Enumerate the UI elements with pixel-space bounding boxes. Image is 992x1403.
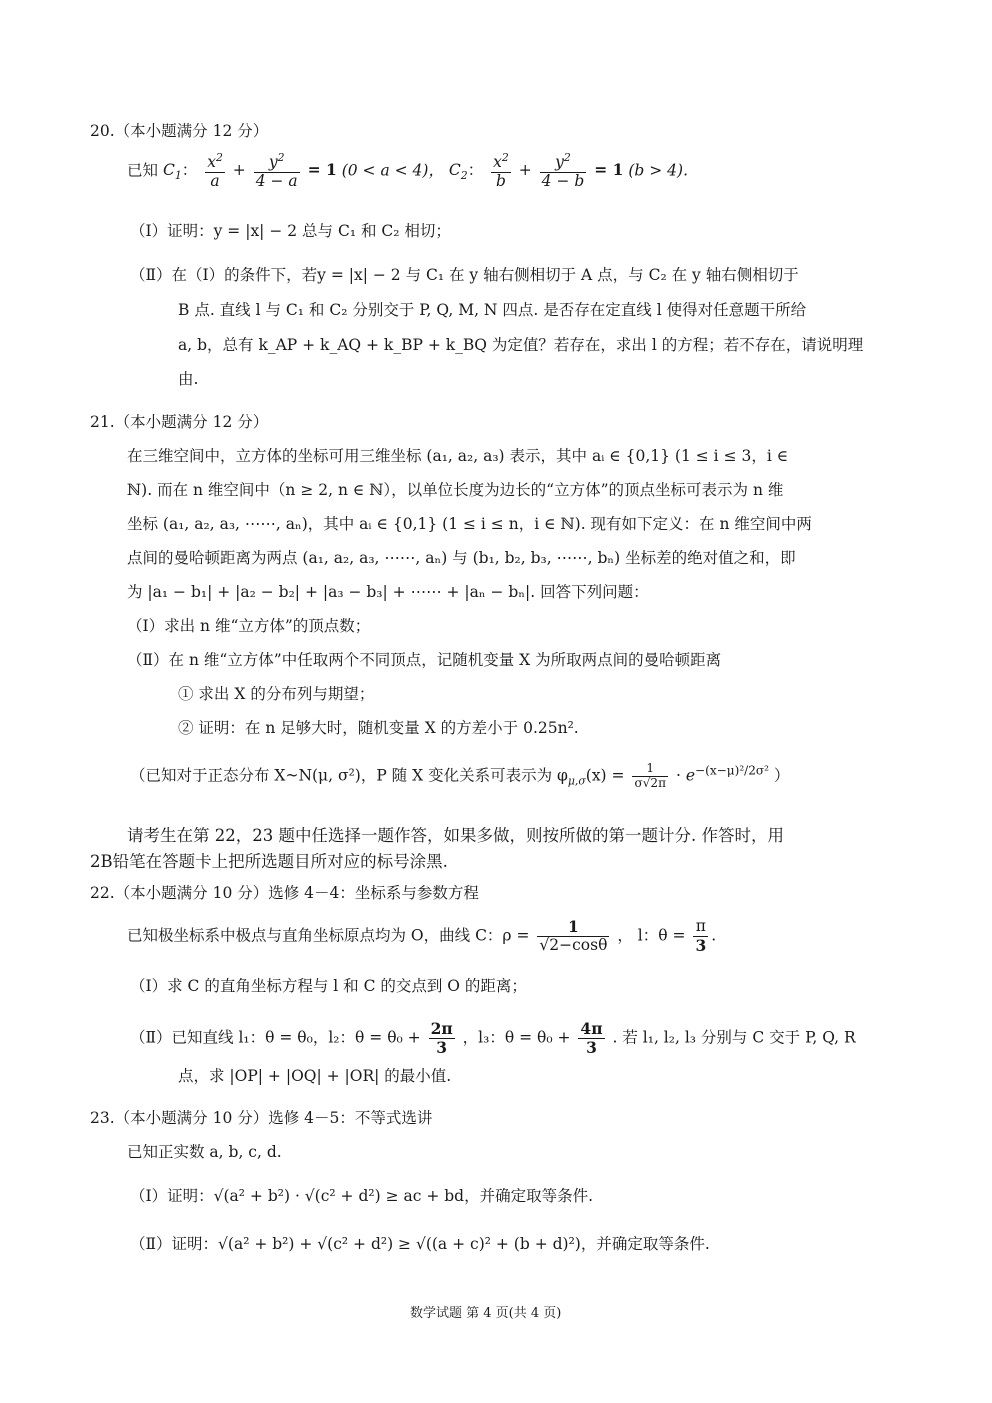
q21-line5: 为 |a₁ − b₁| + |a₂ − b₂| + |a₃ − b₃| + ⋯⋯ + |aₙ − bₙ|. 回答下列问题： <box>127 583 649 601</box>
q21-sub1: ① 求出 X 的分布列与期望； <box>178 685 375 703</box>
q20-intro-prefix: 已知 <box>127 161 159 180</box>
q22-part2: （Ⅱ）已知直线 l₁：θ = θ₀，l₂：θ = θ₀ + $\frac{2\pi}{3}$ ，l₃：θ = θ₀ + $\frac{4\pi}{3}$ . 若 l₁, l₂, l₃ 分别与 C 交于 P, Q, R <box>130 1019 856 1057</box>
choice-note-line2: 2B铅笔在答题卡上把所选题目所对应的标号涂黑. <box>90 852 448 871</box>
q21-normal-note: （已知对于正态分布 X~N(μ, σ²)，P 随 X 变化关系可表示为 $\varphi_{\mu,\sigma}(x)$ = $\frac{1}{\sigma√2\pi}$ · $e^{-(x-\mu)^2/2\sigma^2}$ ） <box>130 761 790 790</box>
q22-intro: 已知极坐标系中极点与直角坐标原点均为 O，曲线 C：ρ = $\frac{1}{√2-\cos\theta}$ ， l：θ = $\frac{\pi}{3}$ . <box>127 917 717 955</box>
c1-equation: $C_1$： $\frac{x^2}{a}$ + $\frac{y^2}{4 - a}$ = 1 <box>162 151 337 190</box>
q21-line1: 在三维空间中，立方体的坐标可用三维坐标 (a₁, a₂, a₃) 表示，其中 aᵢ ∈ {0,1} (1 ≤ i ≤ 3，i ∈ <box>127 447 789 465</box>
q22-part2-line2: 点，求 |OP| + |OQ| + |OR| 的最小值. <box>178 1067 452 1085</box>
q21-line2: ℕ). 而在 n 维空间中（n ≥ 2, n ∈ ℕ），以单位长度为边长的“立方体”的顶点坐标可表示为 n 维 <box>127 481 784 499</box>
q20-part2-line4: 由. <box>178 370 199 388</box>
q20-part2-line2: B 点. 直线 l 与 C₁ 和 C₂ 分别交于 P, Q, M, N 四点. 是否存在定直线 l 使得对任意题干所给 <box>178 301 807 319</box>
q21-part1: （Ⅰ）求出 n 维“立方体”的顶点数； <box>127 617 371 635</box>
c2-equation: $C_2$： $\frac{x^2}{b}$ + $\frac{y^2}{4 - b}$ = 1 <box>448 151 624 190</box>
q23-part2: （Ⅱ）证明：√(a² + b²) + √(c² + d²) ≥ √((a + c)² + (b + d)²)，并确定取等条件. <box>130 1235 710 1253</box>
q21-part2: （Ⅱ）在 n 维“立方体”中任取两个不同顶点，记随机变量 X 为所取两点间的曼哈顿距离 <box>127 651 722 669</box>
q23-intro: 已知正实数 a, b, c, d. <box>127 1143 282 1161</box>
q20-part2-line1: （Ⅱ）在（Ⅰ）的条件下，若y = |x| − 2 与 C₁ 在 y 轴右侧相切于 A 点，与 C₂ 在 y 轴右侧相切于 <box>130 266 799 284</box>
choice-note-line1: 请考生在第 22，23 题中任选择一题作答，如果多做，则按所做的第一题计分. 作答时，用 <box>127 826 784 845</box>
q20-part1: （Ⅰ）证明：y = |x| − 2 总与 C₁ 和 C₂ 相切； <box>130 222 451 240</box>
q22-header: 22.（本小题满分 10 分）选修 4－4：坐标系与参数方程 <box>90 884 479 902</box>
q20-part2-line3: a, b，总有 k_AP + k_AQ + k_BP + k_BQ 为定值？若存在，求出 l 的方程；若不存在，请说明理 <box>178 336 864 354</box>
c2-condition: (b > 4). <box>628 161 688 180</box>
q21-sub2: ② 证明：在 n 足够大时，随机变量 X 的方差小于 0.25n². <box>178 719 579 737</box>
q20-header: 20.（本小题满分 12 分） <box>90 122 269 140</box>
page-footer: 数学试题 第 4 页(共 4 页) <box>410 1306 562 1321</box>
q23-header: 23.（本小题满分 10 分）选修 4－5：不等式选讲 <box>90 1109 433 1127</box>
q20-intro <box>127 152 688 191</box>
c1-condition: (0 < a < 4)， <box>341 161 444 180</box>
q21-line3: 坐标 (a₁, a₂, a₃, ⋯⋯, aₙ)，其中 aᵢ ∈ {0,1} (1 ≤ i ≤ n，i ∈ ℕ). 现有如下定义：在 n 维空间中两 <box>127 515 812 533</box>
q23-part1: （Ⅰ）证明：√(a² + b²) · √(c² + d²) ≥ ac + bd，并确定取等条件. <box>130 1187 594 1205</box>
q22-part1: （Ⅰ）求 C 的直角坐标方程与 l 和 C 的交点到 O 的距离； <box>130 977 527 995</box>
q21-line4: 点间的曼哈顿距离为两点 (a₁, a₂, a₃, ⋯⋯, aₙ) 与 (b₁, b₂, b₃, ⋯⋯, bₙ) 坐标差的绝对值之和，即 <box>127 549 796 567</box>
q21-header: 21.（本小题满分 12 分） <box>90 413 269 431</box>
